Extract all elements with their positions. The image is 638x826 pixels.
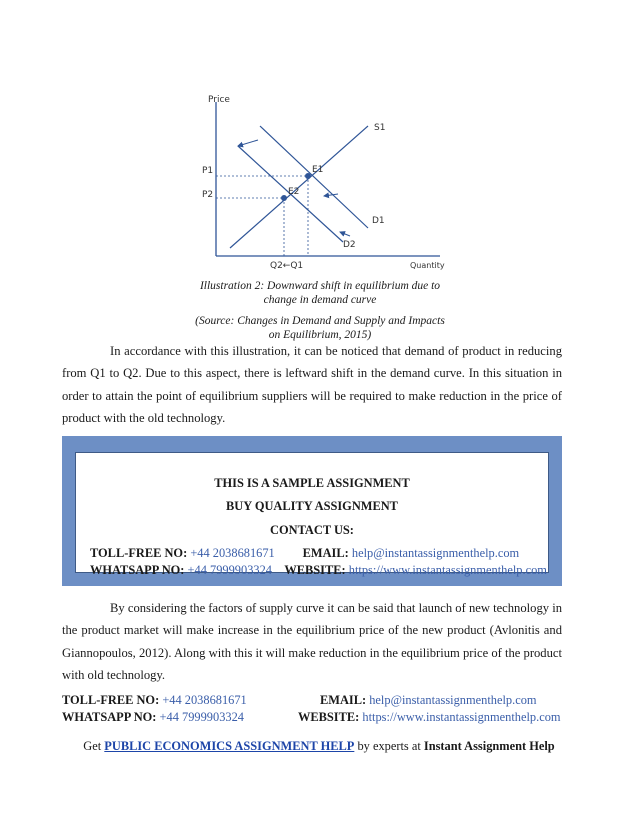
footer-tollfree-label: TOLL-FREE NO:: [62, 693, 160, 707]
banner-contact-heading: CONTACT US:: [270, 523, 354, 537]
figure-caption: [170, 279, 470, 307]
footer-whatsapp-number[interactable]: +44 7999903324: [159, 710, 244, 724]
x-axis-label: Quantity: [410, 261, 445, 270]
tollfree-number[interactable]: +44 2038681671: [190, 546, 275, 560]
equilibrium-e2: [281, 195, 287, 201]
y-axis-label: Price: [208, 95, 230, 105]
tagline-prefix: Get: [83, 739, 102, 753]
equilibrium-e1: [305, 173, 311, 179]
caption-line: Illustration 2: Downward shift in equilibrium due to: [199, 280, 441, 292]
service-link[interactable]: PUBLIC ECONOMICS ASSIGNMENT HELP: [104, 739, 355, 753]
paragraph-text: In accordance with this illustration, it can be noticed that demand of product in reducing from Q1 to Q2. Due to this aspect, there is leftward shift in the demand curve. In this situation in order to attain the point of equilibrium suppliers will be required to make reduction in the price of product with the old technology.: [62, 344, 562, 426]
banner-contact-row: [90, 546, 519, 561]
footer-tagline: [0, 739, 638, 754]
s1-label: S1: [374, 123, 386, 133]
figure-source: [170, 314, 470, 341]
paragraph-text: By considering the factors of supply curve it can be said that launch of new technology in the product market will make increase in the equilibrium price of the new product (Avlonitis and Giannopoulos, 2012). Along with this it will make reduction in the equilibrium price of the product with old technology.: [62, 601, 562, 683]
banner-contact-row: [90, 563, 547, 578]
footer-website-link[interactable]: https://www.instantassignmenthelp.com: [362, 710, 561, 724]
whatsapp-number[interactable]: +44 7999903324: [187, 563, 272, 577]
footer-website-label: WEBSITE:: [298, 710, 360, 724]
p1-label: P1: [202, 166, 214, 176]
demand-shift-figure: [200, 90, 450, 275]
body-paragraph: [62, 597, 562, 687]
whatsapp-label: WHATSAPP NO:: [90, 563, 185, 577]
shift-arrow: [324, 194, 338, 196]
tagline-middle: by experts at: [357, 739, 421, 753]
d2-label: D2: [343, 240, 356, 250]
p2-label: P2: [202, 190, 214, 200]
footer-email-label: EMAIL:: [320, 693, 367, 707]
caption-line: on Equilibrium, 2015): [268, 329, 372, 341]
caption-line: (Source: Changes in Demand and Supply and Impacts: [195, 315, 445, 327]
d1-label: D1: [372, 216, 385, 226]
website-label: WEBSITE:: [284, 563, 346, 577]
email-label: EMAIL:: [302, 546, 349, 560]
banner-heading: THIS IS A SAMPLE ASSIGNMENT: [214, 476, 410, 490]
caption-line: change in demand curve: [263, 294, 377, 306]
brand-name: Instant Assignment Help: [423, 739, 555, 753]
banner-inner: [75, 452, 549, 577]
e1-label: E1: [312, 165, 324, 175]
shift-arrow: [238, 140, 258, 146]
email-link[interactable]: help@instantassignmenthelp.com: [351, 546, 520, 560]
sample-assignment-banner: [62, 436, 562, 586]
tollfree-label: TOLL-FREE NO:: [90, 546, 188, 560]
body-paragraph: [62, 340, 562, 430]
demand-curve-d1: [260, 126, 368, 228]
demand-supply-graph: [200, 90, 450, 275]
e2-label: E2: [288, 187, 300, 197]
shift-arrow: [340, 232, 350, 236]
footer-whatsapp-label: WHATSAPP NO:: [62, 710, 157, 724]
banner-subheading: BUY QUALITY ASSIGNMENT: [226, 499, 398, 513]
q-shift-label: Q2←Q1: [270, 261, 304, 271]
footer-email-link[interactable]: help@instantassignmenthelp.com: [369, 693, 537, 707]
website-link[interactable]: https://www.instantassignmenthelp.com: [348, 563, 547, 577]
footer-tollfree-number[interactable]: +44 2038681671: [162, 693, 247, 707]
